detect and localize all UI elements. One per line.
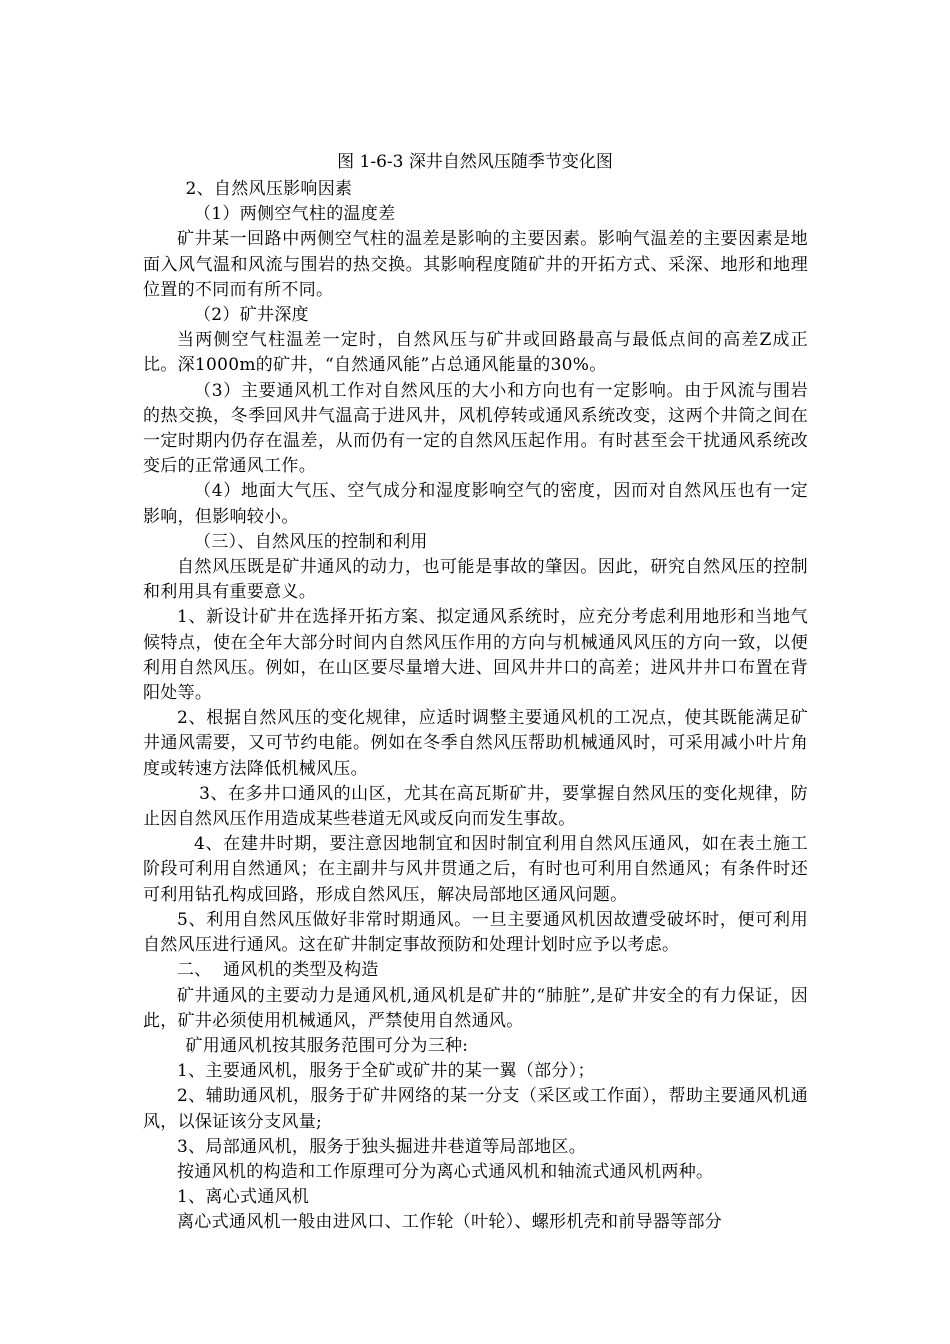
paragraph-atmospheric-pressure: （4）地面大气压、空气成分和湿度影响空气的密度，因而对自然风压也有一定影响，但影响较小。	[143, 481, 808, 527]
paragraph-temperature: 矿井某一回路中两侧空气柱的温差是影响的主要因素。影响气温差的主要因素是地面入风气温和风流与围岩的热交换。其影响程度随矿井的开拓方式、采深、地形和地理位置的不同而有所不同。	[143, 229, 808, 300]
section-heading-control-utilization: （三）、自然风压的控制和利用	[194, 531, 428, 552]
subheading-centrifugal-fan: 1、离心式通风机	[177, 1187, 310, 1208]
paragraph-item-4: 4、在建井时期，要注意因地制宜和因时制宜利用自然风压通风，如在表土施工阶段可利用自然通风；在主副井与风井贯通之后，有时也可利用自然通风；有条件时还可利用钻孔构成回路，形成自然风压，解决局部地区通风问题。	[143, 834, 808, 905]
paragraph-item-1: 1、新设计矿井在选择开拓方案、拟定通风系统时，应充分考虑利用地形和当地气候特点，使在全年大部分时间内自然风压作用的方向与机械通风风压的方向一致，以便利用自然风压。例如，在山区要尽量增大进、回风井井口的高差；进风井井口布置在背阳处等。	[143, 607, 808, 704]
section-heading-fan-types: 二、 通风机的类型及构造	[177, 960, 379, 981]
list-item-main-fan: 1、主要通风机，服务于全矿或矿井的某一翼（部分）；	[177, 1061, 595, 1082]
paragraph-centrifugal-fan: 离心式通风机一般由进风口、工作轮（叶轮）、螺形机壳和前导器等部分	[177, 1212, 723, 1233]
list-item-auxiliary-fan: 2、辅助通风机，服务于矿井网络的某一分支（采区或工作面），帮助主要通风机通风，以保证该分支风量;	[143, 1086, 808, 1132]
paragraph-item-2: 2、根据自然风压的变化规律，应适时调整主要通风机的工况点，使其既能满足矿井通风需要，又可节约电能。例如在冬季自然风压帮助机械通风时，可采用减小叶片角度或转速方法降低机械风压。	[143, 708, 808, 779]
paragraph-item-3: 3、在多井口通风的山区，尤其在高瓦斯矿井，要掌握自然风压的变化规律，防止因自然风压作用造成某些巷道无风或反向而发生事故。	[143, 783, 808, 830]
list-item-local-fan: 3、局部通风机，服务于独头掘进井巷道等局部地区。	[177, 1136, 587, 1157]
figure-caption: 图 1-6-3 深井自然风压随季节变化图	[337, 152, 613, 172]
paragraph-fan-classes: 矿用通风机按其服务范围可分为三种:	[185, 1035, 469, 1056]
paragraph-item-5: 5、利用自然风压做好非常时期通风。一旦主要通风机因故遭受破坏时，便可利用自然风压进行通风。这在矿井制定事故预防和处理计划时应予以考虑。	[143, 909, 808, 956]
body-text	[143, 177, 808, 1236]
subheading-mine-depth: （2）矿井深度	[194, 305, 309, 326]
paragraph-fan-construction: 按通风机的构造和工作原理可分为离心式通风机和轴流式通风机两种。	[177, 1161, 714, 1182]
paragraph-main-fan-effect: （3）主要通风机工作对自然风压的大小和方向也有一定影响。由于风流与围岩的热交换，冬季回风井气温高于进风井，风机停转或通风系统改变，这两个井筒之间在一定时期内仍存在温差，从而仍有一定的自然风压起作用。有时甚至会干扰通风系统改变后的正常通风工作。	[143, 380, 808, 477]
paragraph-depth: 当两侧空气柱温差一定时，自然风压与矿井或回路最高与最低点间的高差Z成正比。深1000m的矿井，“自然通风能”占总通风能量的30%。	[143, 330, 808, 376]
paragraph-fan-intro: 矿井通风的主要动力是通风机,通风机是矿井的“肺脏”,是矿井安全的有力保证，因此，矿井必须使用机械通风，严禁使用自然通风。	[143, 985, 808, 1031]
section-heading-influence-factors: 2、自然风压影响因素	[185, 179, 353, 199]
paragraph-control-intro: 自然风压既是矿井通风的动力，也可能是事故的肇因。因此，研究自然风压的控制和利用具有重要意义。	[143, 557, 808, 603]
subheading-temperature-difference: （1）两侧空气柱的温度差	[194, 204, 396, 225]
